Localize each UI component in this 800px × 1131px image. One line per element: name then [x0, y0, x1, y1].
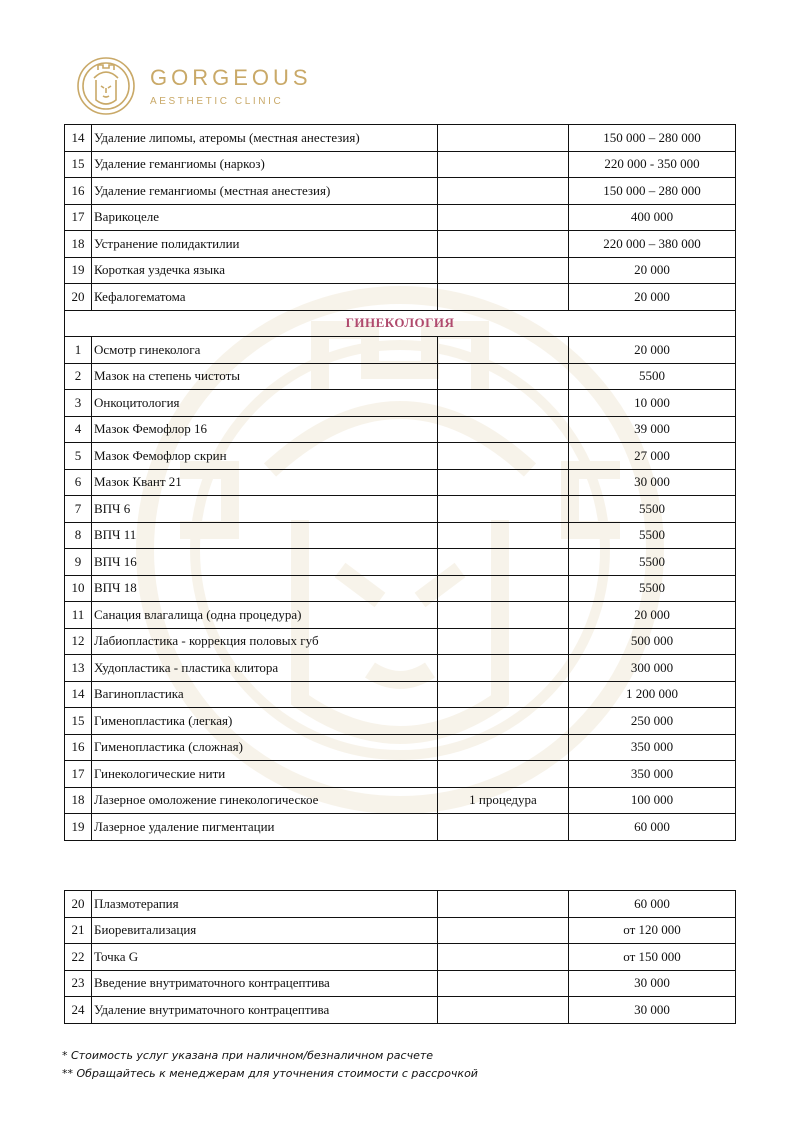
table-row — [65, 469, 736, 496]
table-row — [65, 602, 736, 629]
brand-tagline: AESTHETIC CLINIC — [150, 95, 284, 107]
table-row — [65, 655, 736, 682]
service-name: Мазок Квант 21 — [92, 469, 438, 496]
table-row — [65, 390, 736, 417]
row-number: 19 — [65, 814, 92, 841]
row-number: 17 — [65, 204, 92, 231]
service-price: от 150 000 — [569, 944, 736, 971]
service-name: Онкоцитология — [92, 390, 438, 417]
service-note — [438, 151, 569, 178]
row-number: 9 — [65, 549, 92, 576]
service-name: Устранение полидактилии — [92, 231, 438, 258]
service-name: Введение внутриматочного контрацептива — [92, 970, 438, 997]
price-table-extra — [64, 890, 736, 1024]
service-name: ВПЧ 16 — [92, 549, 438, 576]
service-name: Короткая уздечка языка — [92, 257, 438, 284]
service-note — [438, 469, 569, 496]
service-name: Удаление липомы, атеромы (местная анестезия) — [92, 125, 438, 152]
service-price: 20 000 — [569, 284, 736, 311]
footnote-installment: ** Обращайтесь к менеджерам для уточнения стоимости с рассрочкой — [62, 1067, 478, 1080]
row-number: 21 — [65, 917, 92, 944]
row-number: 17 — [65, 761, 92, 788]
service-name: Мазок Фемофлор скрин — [92, 443, 438, 470]
service-note — [438, 602, 569, 629]
row-number: 4 — [65, 416, 92, 443]
row-number: 15 — [65, 151, 92, 178]
service-price: 10 000 — [569, 390, 736, 417]
service-note — [438, 708, 569, 735]
service-name: Биоревитализация — [92, 917, 438, 944]
service-price: 30 000 — [569, 469, 736, 496]
footnotes — [62, 1047, 478, 1083]
table-row — [65, 231, 736, 258]
service-price: 150 000 – 280 000 — [569, 125, 736, 152]
service-price: 30 000 — [569, 970, 736, 997]
service-note — [438, 761, 569, 788]
service-price: 60 000 — [569, 814, 736, 841]
row-number: 14 — [65, 681, 92, 708]
service-price: 60 000 — [569, 891, 736, 918]
service-price: 350 000 — [569, 734, 736, 761]
service-note — [438, 178, 569, 205]
row-number: 15 — [65, 708, 92, 735]
table-row — [65, 997, 736, 1024]
service-price: 39 000 — [569, 416, 736, 443]
service-note — [438, 814, 569, 841]
service-name: Лазерное удаление пигментации — [92, 814, 438, 841]
service-note — [438, 549, 569, 576]
service-price: 5500 — [569, 575, 736, 602]
clinic-emblem-icon — [76, 56, 136, 116]
table-row — [65, 443, 736, 470]
service-price: 20 000 — [569, 257, 736, 284]
service-note — [438, 125, 569, 152]
service-price: 27 000 — [569, 443, 736, 470]
service-price: 5500 — [569, 363, 736, 390]
table-row — [65, 416, 736, 443]
service-name: Точка G — [92, 944, 438, 971]
table-row — [65, 787, 736, 814]
service-note — [438, 628, 569, 655]
service-name: Гименопластика (легкая) — [92, 708, 438, 735]
row-number: 20 — [65, 891, 92, 918]
service-note — [438, 363, 569, 390]
service-note — [438, 390, 569, 417]
service-note: 1 процедура — [438, 787, 569, 814]
service-name: Мазок на степень чистоты — [92, 363, 438, 390]
service-note — [438, 337, 569, 364]
service-name: Удаление внутриматочного контрацептива — [92, 997, 438, 1024]
row-number: 6 — [65, 469, 92, 496]
table-row — [65, 337, 736, 364]
row-number: 24 — [65, 997, 92, 1024]
service-note — [438, 891, 569, 918]
row-number: 10 — [65, 575, 92, 602]
service-name: Санация влагалища (одна процедура) — [92, 602, 438, 629]
row-number: 23 — [65, 970, 92, 997]
table-row — [65, 522, 736, 549]
service-name: Удаление гемангиомы (наркоз) — [92, 151, 438, 178]
row-number: 13 — [65, 655, 92, 682]
service-name: Мазок Фемофлор 16 — [92, 416, 438, 443]
table-row — [65, 891, 736, 918]
service-note — [438, 575, 569, 602]
row-number: 14 — [65, 125, 92, 152]
service-name: Вагинопластика — [92, 681, 438, 708]
service-name: Худопластика - пластика клитора — [92, 655, 438, 682]
service-name: Гинекологические нити — [92, 761, 438, 788]
table-row — [65, 125, 736, 152]
service-note — [438, 522, 569, 549]
row-number: 1 — [65, 337, 92, 364]
service-price: 500 000 — [569, 628, 736, 655]
row-number: 16 — [65, 734, 92, 761]
service-note — [438, 997, 569, 1024]
service-name: Лазерное омоложение гинекологическое — [92, 787, 438, 814]
row-number: 11 — [65, 602, 92, 629]
table-row — [65, 814, 736, 841]
table-row — [65, 363, 736, 390]
table-row — [65, 284, 736, 311]
row-number: 18 — [65, 787, 92, 814]
price-table-main — [64, 124, 736, 841]
service-note — [438, 416, 569, 443]
service-price: 20 000 — [569, 337, 736, 364]
service-note — [438, 443, 569, 470]
service-note — [438, 231, 569, 258]
service-name: Варикоцеле — [92, 204, 438, 231]
service-price: 300 000 — [569, 655, 736, 682]
table-row — [65, 575, 736, 602]
table-row — [65, 496, 736, 523]
table-row — [65, 761, 736, 788]
service-name: ВПЧ 6 — [92, 496, 438, 523]
service-note — [438, 257, 569, 284]
table-row — [65, 151, 736, 178]
service-price: 5500 — [569, 549, 736, 576]
service-price: 400 000 — [569, 204, 736, 231]
service-note — [438, 496, 569, 523]
row-number: 20 — [65, 284, 92, 311]
table-row — [65, 681, 736, 708]
row-number: 7 — [65, 496, 92, 523]
service-price: 350 000 — [569, 761, 736, 788]
service-name: ВПЧ 18 — [92, 575, 438, 602]
service-price: 250 000 — [569, 708, 736, 735]
table-row — [65, 970, 736, 997]
row-number: 8 — [65, 522, 92, 549]
table-row — [65, 549, 736, 576]
section-title: ГИНЕКОЛОГИЯ — [65, 310, 736, 337]
service-note — [438, 204, 569, 231]
service-price: от 120 000 — [569, 917, 736, 944]
table-row — [65, 178, 736, 205]
table-row — [65, 204, 736, 231]
service-note — [438, 970, 569, 997]
service-price: 5500 — [569, 522, 736, 549]
row-number: 18 — [65, 231, 92, 258]
service-name: Осмотр гинеколога — [92, 337, 438, 364]
table-row — [65, 734, 736, 761]
section-row — [65, 310, 736, 337]
row-number: 19 — [65, 257, 92, 284]
row-number: 3 — [65, 390, 92, 417]
row-number: 16 — [65, 178, 92, 205]
service-price: 5500 — [569, 496, 736, 523]
service-note — [438, 734, 569, 761]
service-note — [438, 681, 569, 708]
table-row — [65, 708, 736, 735]
table-row — [65, 917, 736, 944]
service-price: 220 000 - 350 000 — [569, 151, 736, 178]
service-name: Гименопластика (сложная) — [92, 734, 438, 761]
row-number: 22 — [65, 944, 92, 971]
row-number: 12 — [65, 628, 92, 655]
service-note — [438, 284, 569, 311]
service-name: Кефалогематома — [92, 284, 438, 311]
service-name: Удаление гемангиомы (местная анестезия) — [92, 178, 438, 205]
service-note — [438, 944, 569, 971]
brand-name: GORGEOUS — [150, 64, 312, 90]
service-price: 30 000 — [569, 997, 736, 1024]
row-number: 2 — [65, 363, 92, 390]
service-price: 100 000 — [569, 787, 736, 814]
service-price: 1 200 000 — [569, 681, 736, 708]
service-name: ВПЧ 11 — [92, 522, 438, 549]
service-price: 20 000 — [569, 602, 736, 629]
service-name: Лабиопластика - коррекция половых губ — [92, 628, 438, 655]
row-number: 5 — [65, 443, 92, 470]
service-name: Плазмотерапия — [92, 891, 438, 918]
table-row — [65, 628, 736, 655]
footnote-payment: * Стоимость услуг указана при наличном/безналичном расчете — [62, 1049, 434, 1062]
service-note — [438, 917, 569, 944]
service-price: 220 000 – 380 000 — [569, 231, 736, 258]
service-price: 150 000 – 280 000 — [569, 178, 736, 205]
table-row — [65, 944, 736, 971]
table-row — [65, 257, 736, 284]
brand-logo — [76, 55, 312, 117]
service-note — [438, 655, 569, 682]
